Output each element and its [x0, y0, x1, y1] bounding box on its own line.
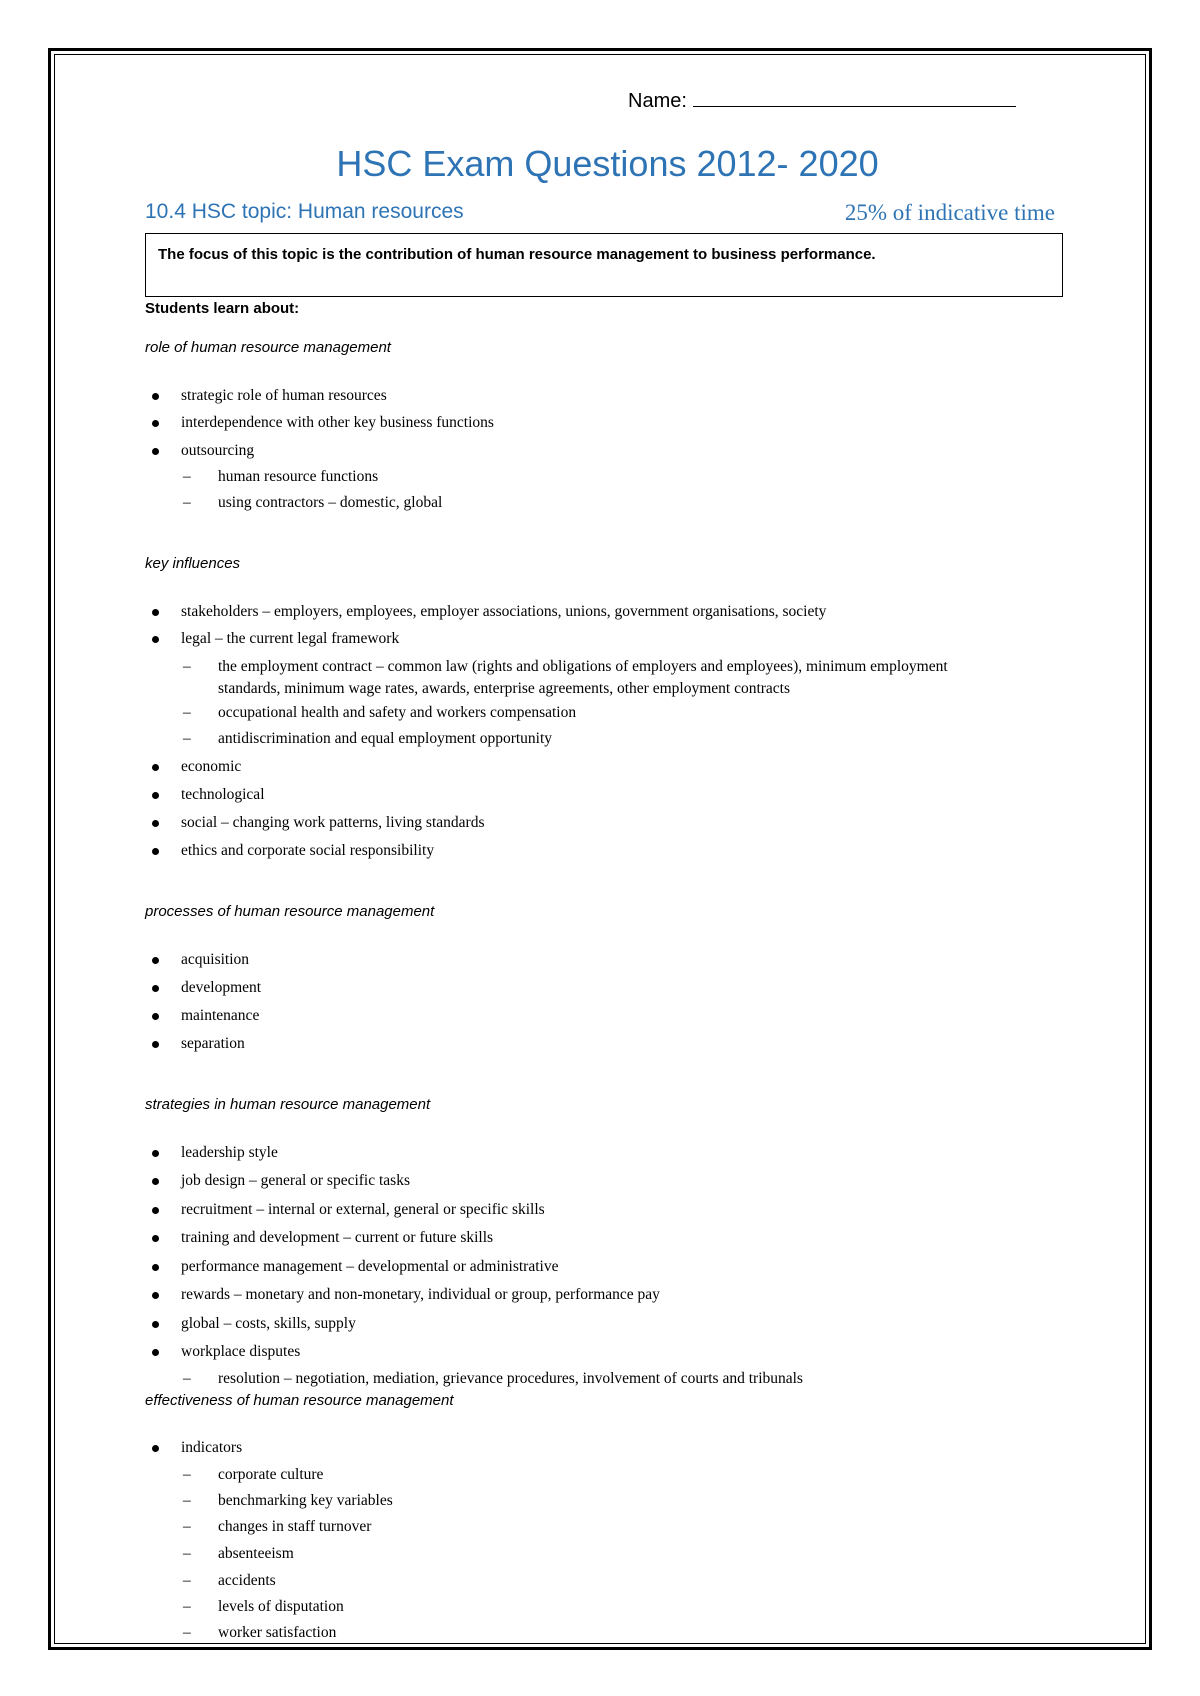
list-item: ethics and corporate social responsibility: [181, 842, 435, 859]
section-heading-influences: key influences: [145, 555, 241, 572]
sub-list-item: – antidiscrimination and equal employment opportunity: [218, 730, 552, 748]
list-item: global – costs, skills, supply: [181, 1315, 356, 1332]
list-item: job design – general or specific tasks: [181, 1172, 410, 1189]
list-item: indicators: [181, 1439, 243, 1456]
list-item: rewards – monetary and non-monetary, individual or group, performance pay: [181, 1286, 660, 1303]
list-item: interdependence with other key business functions: [181, 414, 494, 431]
section-heading-processes: processes of human resource management: [145, 903, 435, 920]
sub-list-item: – worker satisfaction: [218, 1624, 336, 1642]
section-heading-effectiveness: effectiveness of human resource management: [145, 1392, 454, 1409]
sub-list-item: – levels of disputation: [218, 1598, 344, 1616]
list-item: performance management – developmental or administrative: [181, 1258, 559, 1275]
sub-list-item: – occupational health and safety and workers compensation: [218, 704, 576, 722]
sub-list-item: – the employment contract – common law (rights and obligations of employers and employees), minimum employment standards, minimum wage rates, awards, enterprise agreements, other employment contracts: [218, 656, 1008, 700]
list-item: separation: [181, 1035, 245, 1052]
list-item: social – changing work patterns, living standards: [181, 814, 485, 831]
sub-list-item: – using contractors – domestic, global: [218, 494, 442, 512]
list-item: strategic role of human resources: [181, 387, 387, 404]
sub-list-item: – benchmarking key variables: [218, 1492, 393, 1510]
name-blank-line[interactable]: [693, 86, 1016, 107]
list-item: acquisition: [181, 951, 250, 968]
sub-list-item: – human resource functions: [218, 468, 378, 486]
list-item: recruitment – internal or external, general or specific skills: [181, 1201, 545, 1218]
sub-list-item: – accidents: [218, 1572, 276, 1590]
list-item: maintenance: [181, 1007, 260, 1024]
list-item: training and development – current or future skills: [181, 1229, 494, 1246]
sub-list-item: – resolution – negotiation, mediation, grievance procedures, involvement of courts and tribunals: [218, 1370, 803, 1388]
focus-text: The focus of this topic is the contribution of human resource management to business performance.: [158, 246, 876, 263]
students-learn-heading: Students learn about:: [145, 300, 300, 317]
list-item: outsourcing: [181, 442, 255, 459]
list-item: workplace disputes: [181, 1343, 301, 1360]
list-item: legal – the current legal framework: [181, 630, 400, 647]
page-title: HSC Exam Questions 2012- 2020: [336, 143, 879, 184]
sub-list-item: – changes in staff turnover: [218, 1518, 371, 1536]
name-field: [628, 86, 1016, 113]
sub-list-item: – corporate culture: [218, 1466, 323, 1484]
list-item: leadership style: [181, 1144, 278, 1161]
name-label: Name:: [628, 90, 687, 112]
list-item: economic: [181, 758, 242, 775]
indicative-time: 25% of indicative time: [844, 200, 1055, 225]
sub-list-item: – absenteeism: [218, 1545, 294, 1563]
topic-heading: 10.4 HSC topic: Human resources: [145, 200, 464, 223]
list-item: technological: [181, 786, 265, 803]
section-heading-strategies: strategies in human resource management: [145, 1096, 431, 1113]
section-heading-role: role of human resource management: [145, 339, 391, 356]
focus-box: [145, 233, 1063, 297]
list-item: development: [181, 979, 262, 996]
list-item: stakeholders – employers, employees, employer associations, unions, government organisations, society: [181, 603, 827, 620]
